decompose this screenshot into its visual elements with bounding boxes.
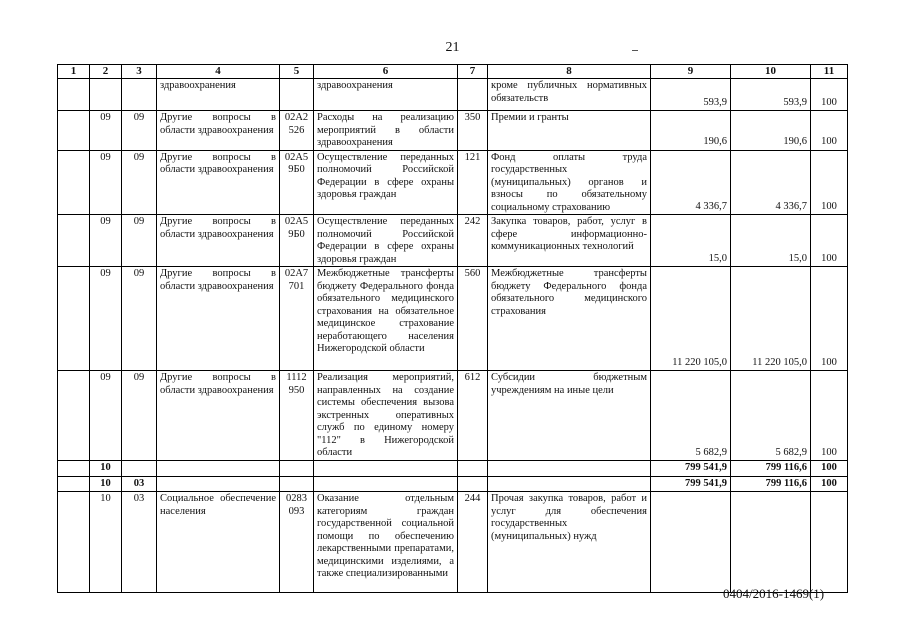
table-header-row: [58, 65, 848, 79]
page-number: 21: [445, 40, 460, 55]
cell-planned: [651, 492, 731, 593]
column-header: 1: [58, 65, 90, 79]
cell-expense-code: [458, 79, 488, 111]
cell-target-name: здравоохранения: [314, 79, 458, 111]
cell-expense-name: Субсидии бюджетным учреждениям на иные цели: [488, 371, 651, 461]
cell-expense-code: 612: [458, 371, 488, 461]
cell-target-name: Межбюджетные трансферты бюджету Федерального фонда обязательного медицинского страхования на обязательное медицинское страхование неработающего населения Нижегородской области: [314, 267, 458, 371]
column-header: 2: [90, 65, 122, 79]
cell-col1: [58, 79, 90, 111]
cell-target-code: 1112 950: [280, 371, 314, 461]
cell-section: 10: [90, 461, 122, 477]
cell-percent: 100: [811, 476, 848, 492]
cell-section: 09: [90, 371, 122, 461]
cell-percent: 100: [811, 461, 848, 477]
cell-section-name: Другие вопросы в области здравоохранения: [157, 215, 280, 267]
cell-target-name: Реализация мероприятий, направленных на создание системы обеспечения вызова экстренных оперативных служб по единому номеру "112" в Нижегородской области: [314, 371, 458, 461]
cell-section-name: Другие вопросы в области здравоохранения: [157, 150, 280, 215]
cell-section: [90, 79, 122, 111]
column-header: 11: [811, 65, 848, 79]
cell-section: 09: [90, 111, 122, 151]
cell-section: 09: [90, 215, 122, 267]
cell-planned: 4 336,7: [651, 150, 731, 215]
cell-subsection: [122, 79, 157, 111]
budget-table: [57, 64, 848, 593]
column-header: 5: [280, 65, 314, 79]
cell-section-name: Социальное обеспечение населения: [157, 492, 280, 593]
cell-section-name: Другие вопросы в области здравоохранения: [157, 267, 280, 371]
cell-expense-code: 350: [458, 111, 488, 151]
cell-actual: 11 220 105,0: [731, 267, 811, 371]
cell-planned: 11 220 105,0: [651, 267, 731, 371]
cell-target-code: [280, 461, 314, 477]
cell-actual: 15,0: [731, 215, 811, 267]
cell-planned: 799 541,9: [651, 476, 731, 492]
cell-subsection: 09: [122, 267, 157, 371]
cell-section-name: здравоохранения: [157, 79, 280, 111]
page-mark: [632, 50, 638, 51]
cell-actual: 799 116,6: [731, 461, 811, 477]
cell-section: 10: [90, 476, 122, 492]
table-row: [58, 79, 848, 111]
cell-subsection: 09: [122, 111, 157, 151]
cell-target-code: [280, 476, 314, 492]
cell-section-name: Другие вопросы в области здравоохранения: [157, 111, 280, 151]
cell-subsection: [122, 461, 157, 477]
table-row: [58, 476, 848, 492]
cell-subsection: 03: [122, 492, 157, 593]
cell-planned: 5 682,9: [651, 371, 731, 461]
document-code: 0404/2016-1469(1): [723, 586, 825, 601]
cell-percent: 100: [811, 111, 848, 151]
cell-col1: [58, 371, 90, 461]
cell-actual: 593,9: [731, 79, 811, 111]
table-row: [58, 215, 848, 267]
cell-col1: [58, 461, 90, 477]
table-row: [58, 371, 848, 461]
cell-expense-name: кроме публичных нормативных обязательств: [488, 79, 651, 111]
cell-section: 09: [90, 267, 122, 371]
cell-col1: [58, 492, 90, 593]
cell-section: 09: [90, 150, 122, 215]
cell-expense-code: 244: [458, 492, 488, 593]
cell-planned: 190,6: [651, 111, 731, 151]
column-header: 6: [314, 65, 458, 79]
column-header: 4: [157, 65, 280, 79]
cell-section: 10: [90, 492, 122, 593]
cell-expense-name: [488, 461, 651, 477]
cell-col1: [58, 476, 90, 492]
cell-expense-name: Фонд оплаты труда государственных (муниципальных) органов и взносы по обязательному социальному страхованию: [488, 150, 651, 215]
column-header: 3: [122, 65, 157, 79]
cell-section-name: [157, 476, 280, 492]
cell-percent: 100: [811, 79, 848, 111]
cell-target-code: [280, 79, 314, 111]
cell-expense-name: Премии и гранты: [488, 111, 651, 151]
cell-percent: 100: [811, 371, 848, 461]
cell-actual: 4 336,7: [731, 150, 811, 215]
cell-percent: [811, 492, 848, 593]
cell-planned: 15,0: [651, 215, 731, 267]
cell-section-name: [157, 461, 280, 477]
cell-target-name: [314, 476, 458, 492]
table-row: [58, 492, 848, 593]
cell-percent: 100: [811, 150, 848, 215]
cell-actual: 799 116,6: [731, 476, 811, 492]
cell-col1: [58, 267, 90, 371]
column-header: 8: [488, 65, 651, 79]
cell-target-name: [314, 461, 458, 477]
cell-expense-name: Закупка товаров, работ, услуг в сфере информационно-коммуникационных технологий: [488, 215, 651, 267]
cell-subsection: 09: [122, 150, 157, 215]
cell-subsection: 09: [122, 215, 157, 267]
cell-expense-code: 242: [458, 215, 488, 267]
cell-expense-code: [458, 461, 488, 477]
cell-expense-code: 560: [458, 267, 488, 371]
cell-target-code: 02А2 526: [280, 111, 314, 151]
cell-target-name: Осуществление переданных полномочий Российской Федерации в сфере охраны здоровья граждан: [314, 215, 458, 267]
table-row: [58, 111, 848, 151]
column-header: 10: [731, 65, 811, 79]
cell-percent: 100: [811, 267, 848, 371]
cell-target-code: 02А7 701: [280, 267, 314, 371]
cell-expense-name: [488, 476, 651, 492]
cell-subsection: 09: [122, 371, 157, 461]
cell-actual: 190,6: [731, 111, 811, 151]
cell-expense-code: 121: [458, 150, 488, 215]
cell-target-code: 02А5 9Б0: [280, 150, 314, 215]
cell-expense-name: Прочая закупка товаров, работ и услуг для обеспечения государственных (муниципальных) нужд: [488, 492, 651, 593]
cell-col1: [58, 111, 90, 151]
table-row: [58, 267, 848, 371]
cell-percent: 100: [811, 215, 848, 267]
cell-target-name: Расходы на реализацию мероприятий в области здравоохранения: [314, 111, 458, 151]
cell-actual: [731, 492, 811, 593]
column-header: 9: [651, 65, 731, 79]
cell-target-name: Оказание отдельным категориям граждан государственной социальной помощи по обеспечению лекарственными препаратами, медицинскими изделиями, а также специализированными: [314, 492, 458, 593]
cell-expense-name: Межбюджетные трансферты бюджету Федерального фонда обязательного медицинского страхования: [488, 267, 651, 371]
cell-col1: [58, 150, 90, 215]
table-row: [58, 150, 848, 215]
cell-col1: [58, 215, 90, 267]
cell-planned: 799 541,9: [651, 461, 731, 477]
table-row: [58, 461, 848, 477]
cell-planned: 593,9: [651, 79, 731, 111]
cell-expense-code: [458, 476, 488, 492]
cell-target-code: 0283 093: [280, 492, 314, 593]
cell-target-name: Осуществление переданных полномочий Российской Федерации в сфере охраны здоровья граждан: [314, 150, 458, 215]
cell-subsection: 03: [122, 476, 157, 492]
cell-section-name: Другие вопросы в области здравоохранения: [157, 371, 280, 461]
cell-target-code: 02А5 9Б0: [280, 215, 314, 267]
cell-actual: 5 682,9: [731, 371, 811, 461]
column-header: 7: [458, 65, 488, 79]
